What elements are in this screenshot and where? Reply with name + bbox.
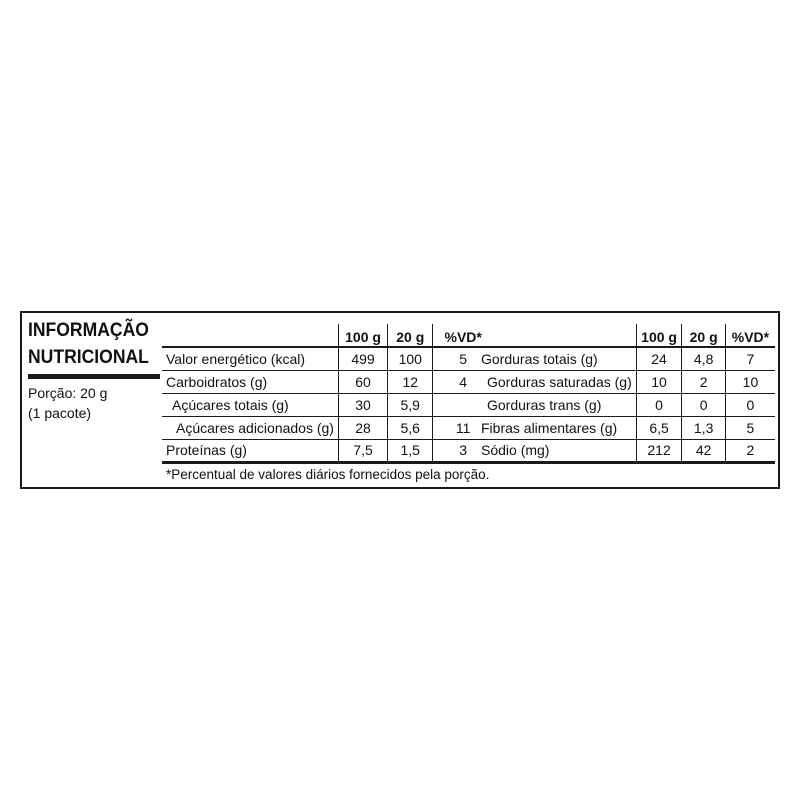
value-100g: 212 <box>636 439 682 462</box>
value-vd: 10 <box>725 370 775 393</box>
nutrition-facts-label <box>20 311 780 489</box>
table-row <box>162 370 493 393</box>
footnote: *Percentual de valores diários fornecidos pela porção. <box>166 467 490 482</box>
portion-size: Porção: 20 g <box>28 385 108 401</box>
value-100g: 28 <box>338 416 387 439</box>
value-vd: 3 <box>433 439 493 462</box>
portion-info <box>28 383 107 423</box>
title-line-2: NUTRICIONAL <box>28 346 149 368</box>
nutrient-name: Sódio (mg) <box>477 439 636 462</box>
value-20g: 5,9 <box>388 393 433 416</box>
table-row <box>162 347 493 370</box>
value-vd: 11 <box>433 416 493 439</box>
table-row <box>477 393 775 416</box>
value-20g: 100 <box>388 347 433 370</box>
value-100g: 6,5 <box>636 416 682 439</box>
table-row <box>477 439 775 462</box>
column-header-20g: 20 g <box>682 324 726 347</box>
value-100g: 10 <box>636 370 682 393</box>
nutrient-name: Proteínas (g) <box>162 439 338 462</box>
nutrient-name: Carboidratos (g) <box>162 370 338 393</box>
table-row <box>162 393 493 416</box>
value-vd: 5 <box>433 347 493 370</box>
value-20g: 12 <box>388 370 433 393</box>
nutrient-table-left <box>162 324 493 464</box>
nutrient-name: Açúcares totais (g) <box>162 393 338 416</box>
value-20g: 42 <box>682 439 726 462</box>
value-100g: 0 <box>636 393 682 416</box>
value-100g: 499 <box>338 347 387 370</box>
table-row <box>477 416 775 439</box>
header-blank <box>162 324 338 347</box>
portion-description: (1 pacote) <box>28 405 92 421</box>
label-title <box>28 317 154 371</box>
nutrient-name: Açúcares adicionados (g) <box>162 416 338 439</box>
value-vd: 0 <box>725 393 775 416</box>
value-20g: 2 <box>682 370 726 393</box>
value-20g: 1,3 <box>682 416 726 439</box>
nutrient-name: Gorduras totais (g) <box>477 347 636 370</box>
nutrient-name: Valor energético (kcal) <box>162 347 338 370</box>
column-header-vd: %VD* <box>725 324 775 347</box>
nutrient-name: Fibras alimentares (g) <box>477 416 636 439</box>
title-line-1: INFORMAÇÃO <box>28 319 149 341</box>
value-20g: 4,8 <box>682 347 726 370</box>
value-vd: 2 <box>725 439 775 462</box>
value-20g: 0 <box>682 393 726 416</box>
nutrient-table-right <box>477 324 775 464</box>
table-row <box>477 370 775 393</box>
column-header-20g: 20 g <box>388 324 433 347</box>
nutrient-name: Gorduras saturadas (g) <box>477 370 636 393</box>
value-vd: 4 <box>433 370 493 393</box>
column-header-vd: %VD* <box>433 324 493 347</box>
header-blank <box>477 324 636 347</box>
value-vd: 5 <box>725 416 775 439</box>
title-divider <box>28 374 160 379</box>
nutrient-name: Gorduras trans (g) <box>477 393 636 416</box>
value-20g: 1,5 <box>388 439 433 462</box>
column-header-100g: 100 g <box>338 324 387 347</box>
value-100g: 60 <box>338 370 387 393</box>
value-100g: 7,5 <box>338 439 387 462</box>
value-vd: 7 <box>725 347 775 370</box>
column-header-100g: 100 g <box>636 324 682 347</box>
value-100g: 30 <box>338 393 387 416</box>
value-20g: 5,6 <box>388 416 433 439</box>
value-100g: 24 <box>636 347 682 370</box>
table-header-row <box>162 324 493 347</box>
table-row <box>477 347 775 370</box>
table-row <box>162 439 493 462</box>
table-row <box>162 416 493 439</box>
table-header-row <box>477 324 775 347</box>
